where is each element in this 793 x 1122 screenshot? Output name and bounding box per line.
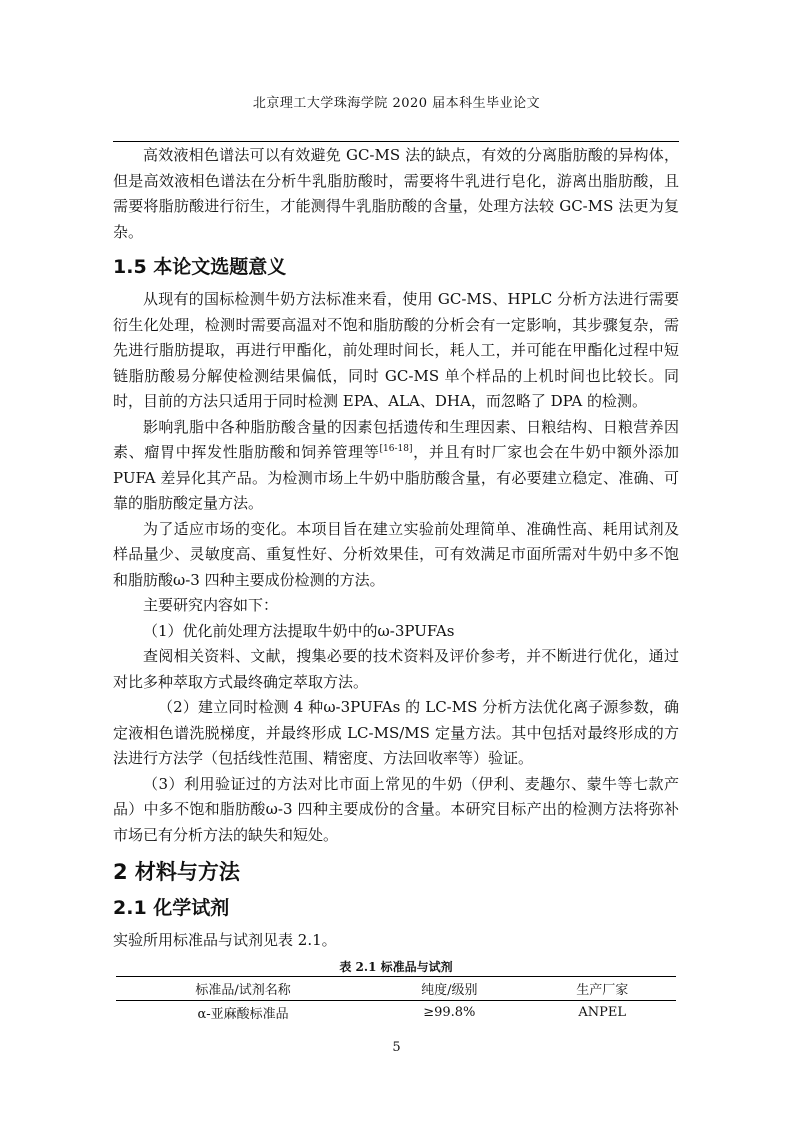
table-header-manufacturer: 生产厂家 xyxy=(528,976,676,1000)
page-content xyxy=(113,143,679,1024)
paragraph-intro: 高效液相色谱法可以有效避免 GC-MS 法的缺点，有效的分离脂肪酸的异构体，但是高效液相色谱法在分析牛乳脂肪酸时，需要将牛乳进行皂化，游离出脂肪酸，且需要将脂肪酸进行衍生，才能测得牛乳脂肪酸的含量，处理方法较 GC-MS 法更为复杂。 xyxy=(113,146,679,241)
paragraph-1: 从现有的国标检测牛奶方法标准来看，使用 GC-MS、HPLC 分析方法进行需要衍生化处理，检测时需要高温对不饱和脂肪酸的分析会有一定影响，其步骤复杂，需先进行脂肪提取，再进行甲酯化，前处理时间长，耗人工，并可能在甲酯化过程中短链脂肪酸易分解使检测结果偏低，同时 GC-MS 单个样品的上机时间也比较长。同时，目前的方法只适用于同时检测 EPA、ALA、DHA，而忽略了 DPA 的检测。 xyxy=(113,290,679,410)
paragraph-2 xyxy=(113,415,679,517)
paragraph-2-text-b: ，并且有时厂家也会在牛奶中额外添加 PUFA 差异化其产品。为检测市场上牛奶中脂肪酸含量，有必要建立稳定、准确、可靠的脂肪酸定量方法。 xyxy=(113,443,679,512)
reagent-table xyxy=(116,976,676,1024)
table-row xyxy=(116,1000,676,1024)
paragraph-6: 查阅相关资料、文献，搜集必要的技术资料及评价参考，并不断进行优化，通过对比多种萃取方式最终确定萃取方法。 xyxy=(113,647,679,691)
chapter-heading-2: 2 材料与方法 xyxy=(113,860,240,884)
paragraph-2-text-a: 影响乳脂中各种脂肪酸含量的因素包括遗传和生理因素、日粮结构、日粮营养因素、瘤胃中挥发性脂肪酸和饲养管理等 xyxy=(113,417,679,461)
paragraph-8: （3）利用验证过的方法对比市面上常见的牛奶（伊利、麦趣尔、蒙牛等七款产品）中多不饱和脂肪酸ω-3 四种主要成份的含量。本研究目标产出的检测方法将弥补市场已有分析方法的缺失和短处。 xyxy=(113,774,679,844)
section-heading-1-5: 1.5 本论文选题意义 xyxy=(113,256,287,278)
table-header-purity: 纯度/级别 xyxy=(370,976,528,1000)
table-caption: 表 2.1 标准品与试剂 xyxy=(339,959,453,974)
table-header-row xyxy=(116,976,676,1000)
paragraph-3: 为了适应市场的变化。本项目旨在建立实验前处理简单、准确性高、耗用试剂及样品量少、灵敏度高、重复性好、分析效果佳，可有效满足市面所需对牛奶中多不饱和脂肪酸ω-3 四种主要成份检测的方法。 xyxy=(113,519,679,589)
paragraph-7: （2）建立同时检测 4 种ω-3PUFAs 的 LC-MS 分析方法优化离子源参数，确定液相色谱洗脱梯度，并最终形成 LC-MS/MS 定量方法。其中包括对最终形成的方法进行方法学（包括线性范围、精密度、方法回收率等）验证。 xyxy=(113,698,679,767)
table-cell-purity: ≥99.8% xyxy=(423,1004,476,1020)
table-cell-manufacturer: ANPEL xyxy=(578,1004,627,1020)
paragraph-4: 主要研究内容如下： xyxy=(143,596,279,614)
table-cell-name: α-亚麻酸标准品 xyxy=(197,1006,289,1022)
citation-ref: [16-18] xyxy=(379,444,413,454)
table-header-name: 标准品/试剂名称 xyxy=(116,976,370,1000)
page-number: 5 xyxy=(392,1040,401,1055)
paragraph-9: 实验所用标准品与试剂见表 2.1。 xyxy=(113,931,337,949)
section-heading-2-1: 2.1 化学试剂 xyxy=(113,897,230,919)
paragraph-5: （1）优化前处理方法提取牛奶中的ω-3PUFAs xyxy=(143,621,455,640)
header-rule xyxy=(113,141,679,142)
page-header: 北京理工大学珠海学院 2020 届本科生毕业论文 xyxy=(252,96,541,111)
